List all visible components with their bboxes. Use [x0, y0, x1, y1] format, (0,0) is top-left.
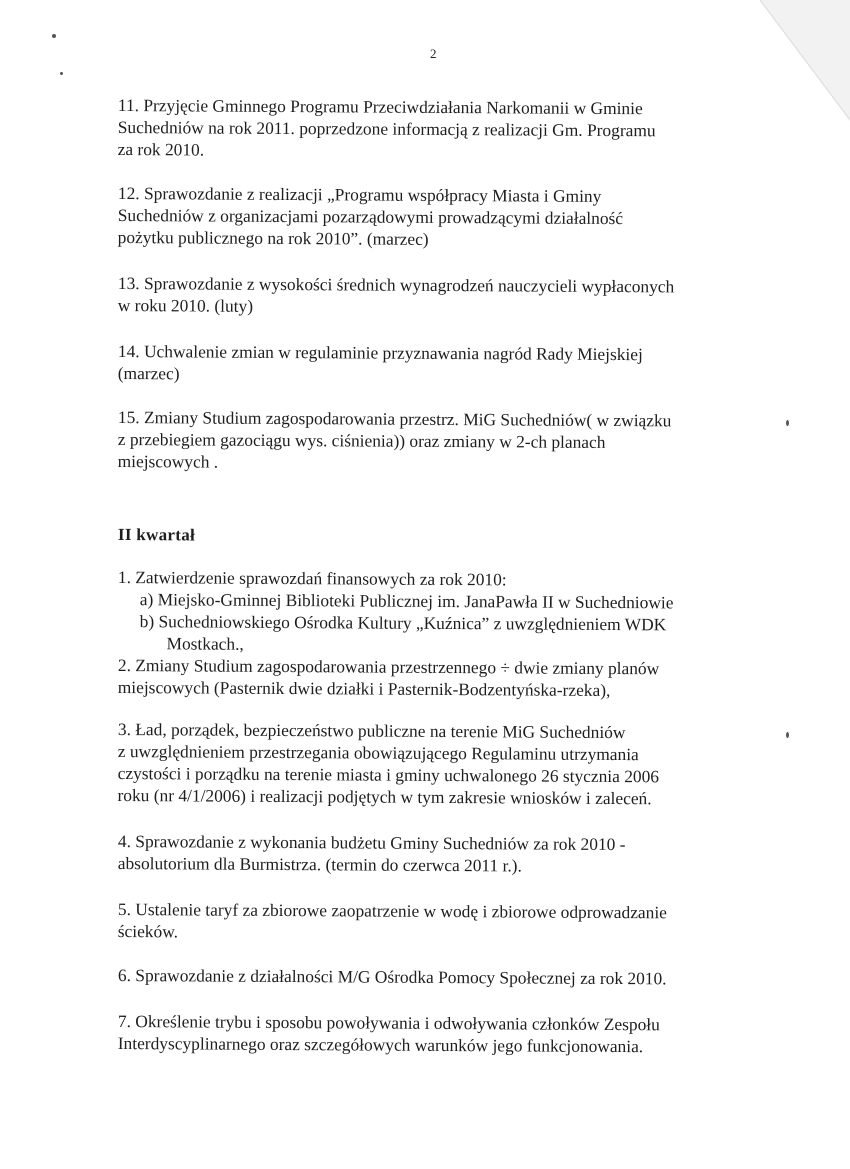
- list-item-q2-4: [118, 830, 626, 877]
- text-line: 15. Zmiany Studium zagospodarowania przestrz. MiG Suchedniów( w związku: [117, 406, 672, 431]
- text-line: pożytku publicznego na rok 2010”. (marzec): [117, 226, 429, 249]
- list-item-q2-5: [118, 898, 667, 945]
- list-item-13: [118, 272, 675, 319]
- text-line: roku (nr 4/1/2006) i realizacji podjętych w tym zakresie wniosków i zaleceń.: [117, 784, 652, 809]
- scan-speck: [786, 732, 789, 738]
- text-line: 4. Sprawozdanie z wykonania budżetu Gminy Suchedniów za rok 2010 -: [117, 831, 626, 855]
- text-line: (marzec): [117, 362, 180, 384]
- section-heading: II kwartał: [117, 525, 196, 545]
- text-line: Suchedniów na rok 2011. poprzedzone informacją z realizacji Gm. Programu: [117, 116, 656, 141]
- text-line: 7. Określenie trybu i sposobu powoływania i odwoływania członków Zespołu: [117, 1011, 660, 1035]
- page-number: 2: [430, 46, 437, 61]
- text-line: Interdyscyplinarnego oraz szczegółowych warunków jego funkcjonowania.: [117, 1032, 644, 1057]
- list-item-12: [118, 182, 751, 252]
- text-line: z przebiegiem gazociągu wys. ciśnienia)) oraz zmiany w 2-ch planach: [117, 428, 606, 452]
- text-line: 3. Ład, porządek, bezpieczeństwo publiczne na terenie MiG Suchedniów: [117, 719, 626, 743]
- list-item-11: [118, 94, 751, 164]
- list-item-q2-2: [118, 654, 660, 701]
- sub-item-b: b) Suchedniowskiego Ośrodka Kultury „Kuźnica” z uwzględnieniem WDK: [139, 611, 667, 635]
- list-item-q2-1: [117, 566, 673, 657]
- text-line: miejscowych (Pasternik dwie działki i Pasternik-Bodzentyńska-rzeka),: [117, 676, 611, 701]
- text-line: 13. Sprawozdanie z wysokości średnich wynagrodzeń nauczycieli wypłaconych: [117, 272, 675, 297]
- text-line: z uwzględnieniem przestrzegania obowiązującego Regulaminu utrzymania: [117, 740, 639, 765]
- sub-item-b-continued: Mostkach.,: [166, 633, 244, 654]
- text-line: czystości i porządku na terenie miasta i gminy uchwalonego 26 stycznia 2006: [117, 762, 660, 787]
- text-line: 2. Zmiany Studium zagospodarowania przestrzennego ÷ dwie zmiany planów: [117, 655, 660, 679]
- list-item-q2-6: [118, 964, 667, 989]
- text-line: 11. Przyjęcie Gminnego Programu Przeciwdziałania Narkomanii w Gminie: [117, 94, 643, 119]
- text-line: Suchedniów z organizacjami pozarządowymi prowadzącymi działalność: [117, 204, 624, 229]
- text-line: ścieków.: [117, 920, 179, 942]
- text-line: 12. Sprawozdanie z realizacji „Programu współpracy Miasta i Gminy: [117, 182, 602, 206]
- text-line: w roku 2010. (luty): [117, 294, 254, 316]
- text-line: miejscowych .: [117, 450, 219, 472]
- text-line: absolutorium dla Burmistrza. (termin do czerwca 2011 r.).: [117, 852, 522, 876]
- text-line: 14. Uchwalenie zmian w regulaminie przyznawania nagród Rady Miejskiej: [117, 340, 643, 365]
- list-item-14: [118, 340, 643, 387]
- text-line: za rok 2010.: [117, 138, 205, 160]
- scan-speck: [786, 420, 789, 426]
- list-item-q2-3: [117, 718, 659, 809]
- text-line: 5. Ustalenie taryf za zbiorowe zaopatrzenie w wodę i zbiorowe odprowadzanie: [117, 899, 667, 923]
- text-line: 6. Sprawozdanie z działalności M/G Ośrodka Pomocy Społecznej za rok 2010.: [117, 965, 667, 989]
- scan-speck: [60, 72, 63, 75]
- text-line: 1. Zatwierdzenie sprawozdań finansowych za rok 2010:: [117, 567, 507, 590]
- sub-item-a: a) Miejsko-Gminnej Biblioteki Publicznej im. JanaPawła II w Suchedniowie: [139, 589, 674, 613]
- list-item-15: [118, 406, 672, 475]
- scan-speck: [52, 34, 56, 38]
- list-item-q2-7: [118, 1010, 660, 1057]
